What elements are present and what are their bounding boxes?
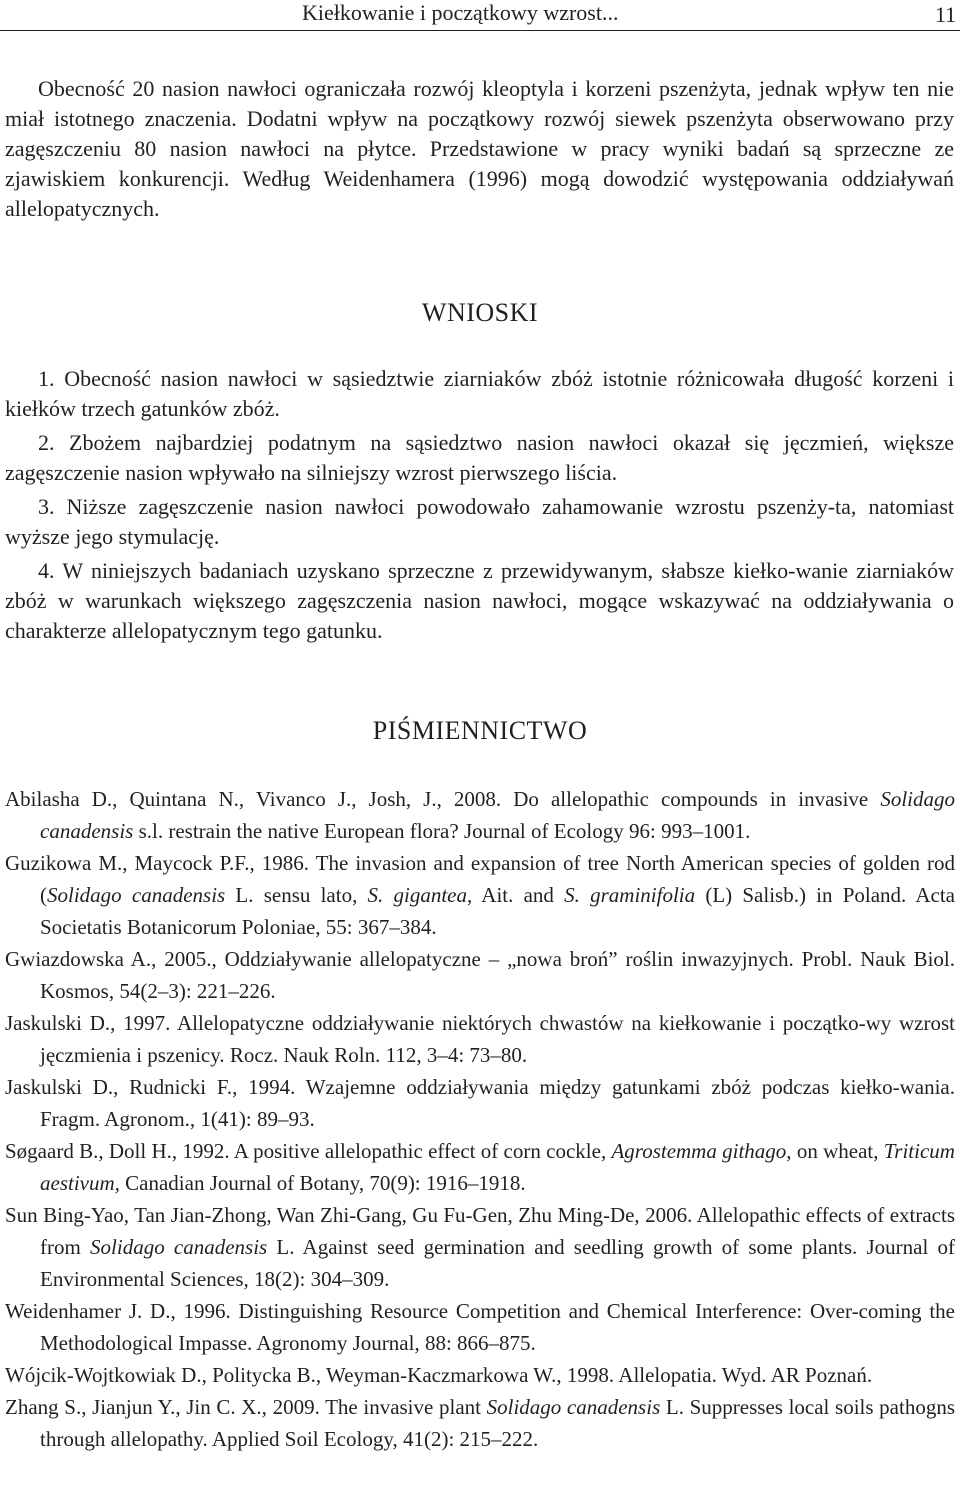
reference-item: [5, 1135, 955, 1199]
reference-item: [5, 1199, 955, 1295]
running-title: Kiełkowanie i początkowy wzrost...: [302, 0, 619, 25]
reference-text: Abilasha D., Quintana N., Vivanco J., Josh, J., 2008. Do allelopathic compounds in invasive: [5, 787, 881, 811]
reference-text: Zhang S., Jianjun Y., Jin C. X., 2009. The invasive plant: [5, 1395, 487, 1419]
header-rule: [0, 30, 960, 31]
conclusion-item-3: 3. Niższe zagęszczenie nasion nawłoci powodowało zahamowanie wzrostu pszenży-ta, natomiast wyższe jego stymulację.: [5, 494, 954, 549]
reference-text: Jaskulski D., Rudnicki F., 1994. Wzajemne oddziaływania między gatunkami zbóż podczas kiełko-wania. Fragm. Agronom., 1(41): 89–93.: [5, 1075, 955, 1131]
conclusion-item-2: 2. Zbożem najbardziej podatnym na sąsiedztwo nasion nawłoci okazał się jęczmień, większe zagęszczenie nasion wpływało na silniejszy wzrost pierwszego liścia.: [5, 430, 954, 485]
reference-text: L. Suppresses local soils pathogns through allelopathy. Applied Soil Ecology, 41(2): 215–222.: [40, 1395, 955, 1451]
reference-item: [5, 1071, 955, 1135]
reference-item: [5, 847, 955, 943]
reference-italic-text: Solidago canadensis: [90, 1235, 268, 1259]
reference-text: L. sensu lato,: [225, 883, 368, 907]
reference-text: Canadian Journal of Botany, 70(9): 1916–1918.: [119, 1171, 526, 1195]
conclusion-item-1: 1. Obecność nasion nawłoci w sąsiedztwie ziarniaków zbóż istotnie różnicowała długość korzeni i kiełków trzech gatunków zbóż.: [5, 366, 954, 421]
reference-text: , Ait. and: [467, 883, 565, 907]
reference-list: [5, 783, 955, 1455]
page-number: 11: [935, 2, 957, 27]
reference-text: , on wheat,: [786, 1139, 884, 1163]
reference-text: L. Against seed germination and seedling growth of some plants. Journal of Environmental Sciences, 18(2): 304–309.: [40, 1235, 955, 1291]
conclusions-heading: WNIOSKI: [421, 298, 539, 327]
references-heading: PIŚMIENNICTWO: [372, 716, 588, 745]
reference-item: [5, 943, 955, 1007]
reference-item: [5, 1391, 955, 1455]
reference-text: Weidenhamer J. D., 1996. Distinguishing Resource Competition and Chemical Interference: Over-coming the Methodological Impasse. Agronomy Journal, 88: 866–875.: [5, 1299, 955, 1355]
reference-text: Søgaard B., Doll H., 1992. A positive allelopathic effect of corn cockle,: [5, 1139, 612, 1163]
reference-item: [5, 1295, 955, 1359]
reference-italic-text: Triticum aestivum,: [40, 1139, 955, 1195]
reference-italic-text: S. graminifolia: [564, 883, 696, 907]
reference-item: [5, 783, 955, 847]
running-header: [0, 0, 960, 30]
reference-text: Guzikowa M., Maycock P.F., 1986. The invasion and expansion of tree North American species of golden rod (: [5, 851, 955, 907]
reference-italic-text: S. gigantea: [367, 883, 467, 907]
reference-italic-text: Solidago canadensis: [486, 1395, 661, 1419]
conclusion-item-4: 4. W niniejszych badaniach uzyskano sprzeczne z przewidywanym, słabsze kiełko-wanie ziarniaków zbóż w warunkach większego zagęszczenia nasion nawłoci, mogące wskazywać na oddziaływania o charakterze allelopatycznym tego gatunku.: [5, 558, 954, 643]
reference-item: [5, 1007, 955, 1071]
reference-text: (L) Salisb.) in Poland. Acta Societatis Botanicorum Poloniae, 55: 367–384.: [40, 883, 955, 939]
intro-paragraph: Obecność 20 nasion nawłoci ograniczała rozwój kleoptyla i korzeni pszenżyta, jednak wpływ ten nie miał istotnego znaczenia. Dodatni wpływ na początkowy rozwój siewek pszenżyta obserwowano przy zagęszczeniu 80 nasion nawłoci na płytce. Przedstawione w pracy wyniki badań są sprzeczne ze zjawiskiem konkurencji. Według Weidenhamera (1996) mogą dowodzić występowania oddziaływań allelopatycznych.: [5, 76, 954, 221]
reference-italic-text: Agrostemma githago: [611, 1139, 787, 1163]
reference-italic-text: Solidago canadensis: [47, 883, 226, 907]
reference-italic-text: Solidago canadensis: [40, 787, 955, 843]
reference-item: [5, 1359, 955, 1391]
reference-text: Gwiazdowska A., 2005., Oddziaływanie allelopatyczne – „nowa broń” roślin inwazyjnych. Probl. Nauk Biol. Kosmos, 54(2–3): 221–226.: [5, 947, 955, 1003]
reference-text: Jaskulski D., 1997. Allelopatyczne oddziaływanie niektórych chwastów na kiełkowanie i początko-wy wzrost jęczmienia i pszenicy. Rocz. Nauk Roln. 112, 3–4: 73–80.: [5, 1011, 955, 1067]
reference-text: Wójcik-Wojtkowiak D., Politycka B., Weyman-Kaczmarkowa W., 1998. Allelopatia. Wyd. AR Poznań.: [5, 1363, 873, 1387]
reference-text: s.l. restrain the native European flora? Journal of Ecology 96: 993–1001.: [133, 819, 751, 843]
reference-text: Sun Bing-Yao, Tan Jian-Zhong, Wan Zhi-Gang, Gu Fu-Gen, Zhu Ming-De, 2006. Allelopathic effects of extracts from: [5, 1203, 955, 1259]
